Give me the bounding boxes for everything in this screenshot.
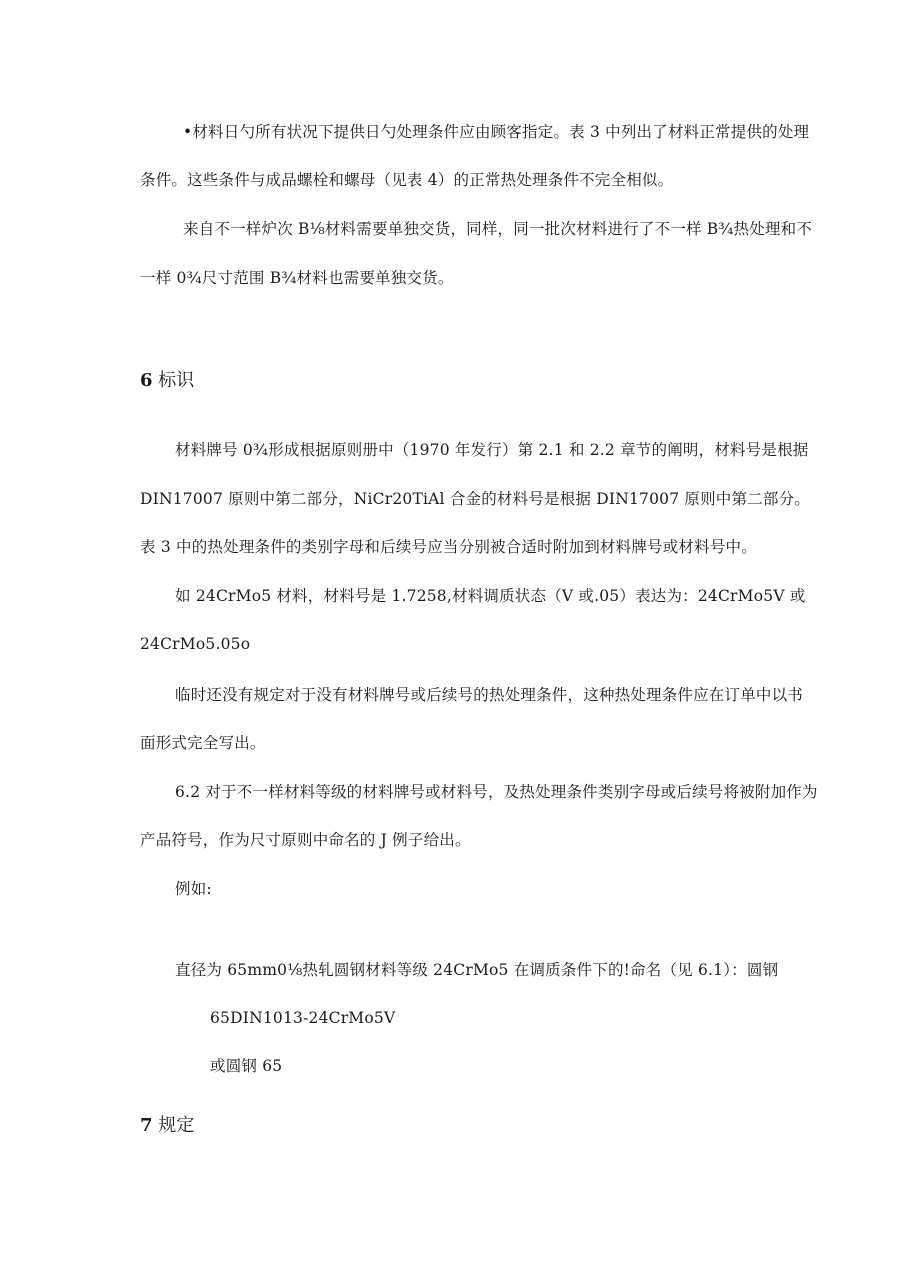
section-title: 标识 <box>158 370 195 391</box>
paragraph-line: 6.2 对于不一样材料等级的材料牌号或材料号，及热处理条件类别字母或后续号将被附加作为 <box>175 783 818 801</box>
section-heading-6 <box>140 370 194 392</box>
example-label: 例如: <box>175 880 212 898</box>
paragraph-line: 来自不一样炉次 B⅛材料需要单独交货，同样，同一批次材料进行了不一样 B¾热处理和不 <box>183 220 813 238</box>
paragraph-line: 产品符号，作为尺寸原则中命名的 J 例子给出。 <box>140 831 471 849</box>
example-line: 65DIN1013-24CrMo5V <box>210 1009 396 1027</box>
section-number: 6 <box>140 370 153 391</box>
paragraph-line: 面形式完全写出。 <box>140 734 266 752</box>
section-title: 规定 <box>158 1115 195 1136</box>
section-heading-7 <box>140 1115 194 1137</box>
paragraph-line: 材料牌号 0¾形成根据原则册中（1970 年发行）第 2.1 和 2.2 章节的阐明，材料号是根据 <box>175 441 809 459</box>
paragraph-line: 条件。这些条件与成品螺栓和螺母（见表 4）的正常热处理条件不完全相似。 <box>140 171 674 189</box>
example-line: 或圆钢 65 <box>210 1057 283 1075</box>
example-line: 直径为 65mm0⅛热轧圆钢材料等级 24CrMo5 在调质条件下的!命名（见 6.1）：圆钢 <box>175 961 779 979</box>
paragraph-line: 一样 0¾尺寸范围 B¾材料也需要单独交货。 <box>140 269 454 287</box>
section-number: 7 <box>140 1115 153 1136</box>
paragraph-line: 临时还没有规定对于没有材料牌号或后续号的热处理条件，这种热处理条件应在订单中以书 <box>175 686 804 704</box>
paragraph-line: 如 24CrMo5 材料，材料号是 1.7258,材料调质状态（V 或.05）表达为：24CrMo5V 或 <box>175 587 806 605</box>
paragraph-line: 24CrMo5.05o <box>140 635 251 653</box>
paragraph-line: •材料日勺所有状况下提供日勺处理条件应由顾客指定。表 3 中列出了材料正常提供的处理 <box>183 123 810 141</box>
paragraph-line: 表 3 中的热处理条件的类别字母和后续号应当分别被合适时附加到材料牌号或材料号中。 <box>140 538 757 556</box>
paragraph-line: DIN17007 原则中第二部分，NiCr20TiAl 合金的材料号是根据 DIN17007 原则中第二部分。 <box>140 490 811 508</box>
